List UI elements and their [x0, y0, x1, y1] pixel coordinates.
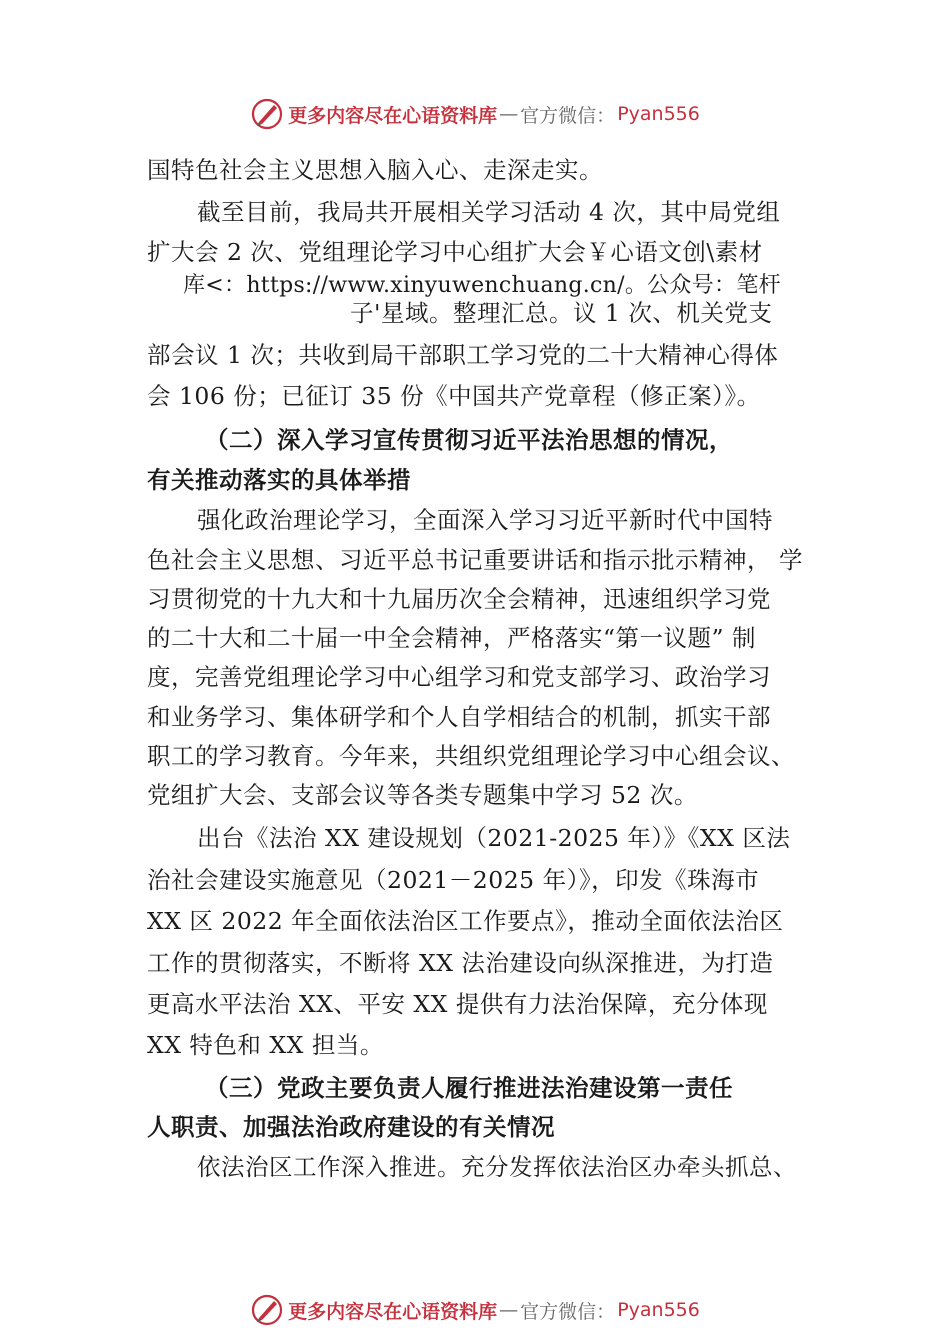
text-line: 职工的学习教育。今年来，共组织党组理论学习中心组会议、 — [147, 742, 795, 770]
text-line: 习贯彻党的十九大和十九届历次全会精神，迅速组织学习党 — [147, 585, 771, 613]
text-line: 色社会主义思想、习近平总书记重要讲话和指示批示精神， 学 — [147, 546, 803, 574]
text-line: 和业务学习、集体研学和个人自学相结合的机制，抓实干部 — [147, 703, 771, 731]
text-line: 党组扩大会、支部会议等各类专题集中学习 52 次。 — [147, 781, 698, 809]
banner-label: 官方微信： — [520, 104, 616, 127]
section-heading: （三）党政主要负责人履行推进法治建设第一责任 — [205, 1074, 733, 1102]
text-line: 截至目前，我局共开展相关学习活动 4 次，其中局党组 — [197, 198, 781, 226]
banner-label: 官方微信： — [520, 1300, 616, 1323]
pen-logo-icon — [250, 1293, 284, 1327]
text-line: 扩大会 2 次、党组理论学习中心组扩大会￥心语文创\素材 — [147, 238, 763, 266]
text-line: 国特色社会主义思想入脑入心、走深走实。 — [147, 156, 603, 184]
text-line: 工作的贯彻落实，不断将 XX 法治建设向纵深推进，为打造 — [147, 949, 774, 977]
text-line: 强化政治理论学习，全面深入学习习近平新时代中国特 — [197, 506, 773, 534]
text-line: 部会议 1 次；共收到局干部职工学习党的二十大精神心得体 — [147, 341, 779, 369]
pen-logo-icon — [250, 97, 284, 131]
text-line: 更高水平法治 XX、平安 XX 提供有力法治保障，充分体现 — [147, 990, 768, 1018]
banner-wechat-id: Pyan556 — [617, 1299, 700, 1321]
banner-title: 更多内容尽在心语资料库 — [288, 104, 498, 127]
text-line: 库<：https://www.xinyuwenchuang.cn/。公众号：笔杆 — [183, 273, 781, 298]
text-line: 出台《法治 XX 建设规划（2021-2025 年）》《XX 区法 — [197, 824, 791, 852]
section-heading: 有关推动落实的具体举措 — [147, 466, 411, 494]
banner-dash: — — [499, 1299, 519, 1321]
header-banner — [0, 94, 950, 134]
text-line: 度，完善党组理论学习中心组学习和党支部学习、政治学习 — [147, 663, 771, 691]
text-line: XX 区 2022 年全面依法治区工作要点》，推动全面依法治区 — [147, 907, 784, 935]
text-line: 依法治区工作深入推进。充分发挥依法治区办牵头抓总、 — [197, 1153, 797, 1181]
banner-dash: — — [499, 103, 519, 125]
text-line: 会 106 份；已征订 35 份《中国共产党章程（修正案）》。 — [147, 382, 761, 410]
text-line: 子'星域。整理汇总。议 1 次、机关党支 — [350, 299, 773, 327]
section-heading: （二）深入学习宣传贯彻习近平法治思想的情况， — [205, 426, 733, 454]
section-heading: 人职责、加强法治政府建设的有关情况 — [147, 1113, 555, 1141]
text-line: XX 特色和 XX 担当。 — [147, 1031, 384, 1059]
banner-wechat-id: Pyan556 — [617, 103, 700, 125]
footer-banner — [0, 1290, 950, 1330]
text-line: 治社会建设实施意见（2021－2025 年）》，印发《珠海市 — [147, 866, 760, 894]
text-line: 的二十大和二十届一中全会精神，严格落实“第一议题” 制 — [147, 624, 756, 652]
banner-title: 更多内容尽在心语资料库 — [288, 1300, 498, 1323]
